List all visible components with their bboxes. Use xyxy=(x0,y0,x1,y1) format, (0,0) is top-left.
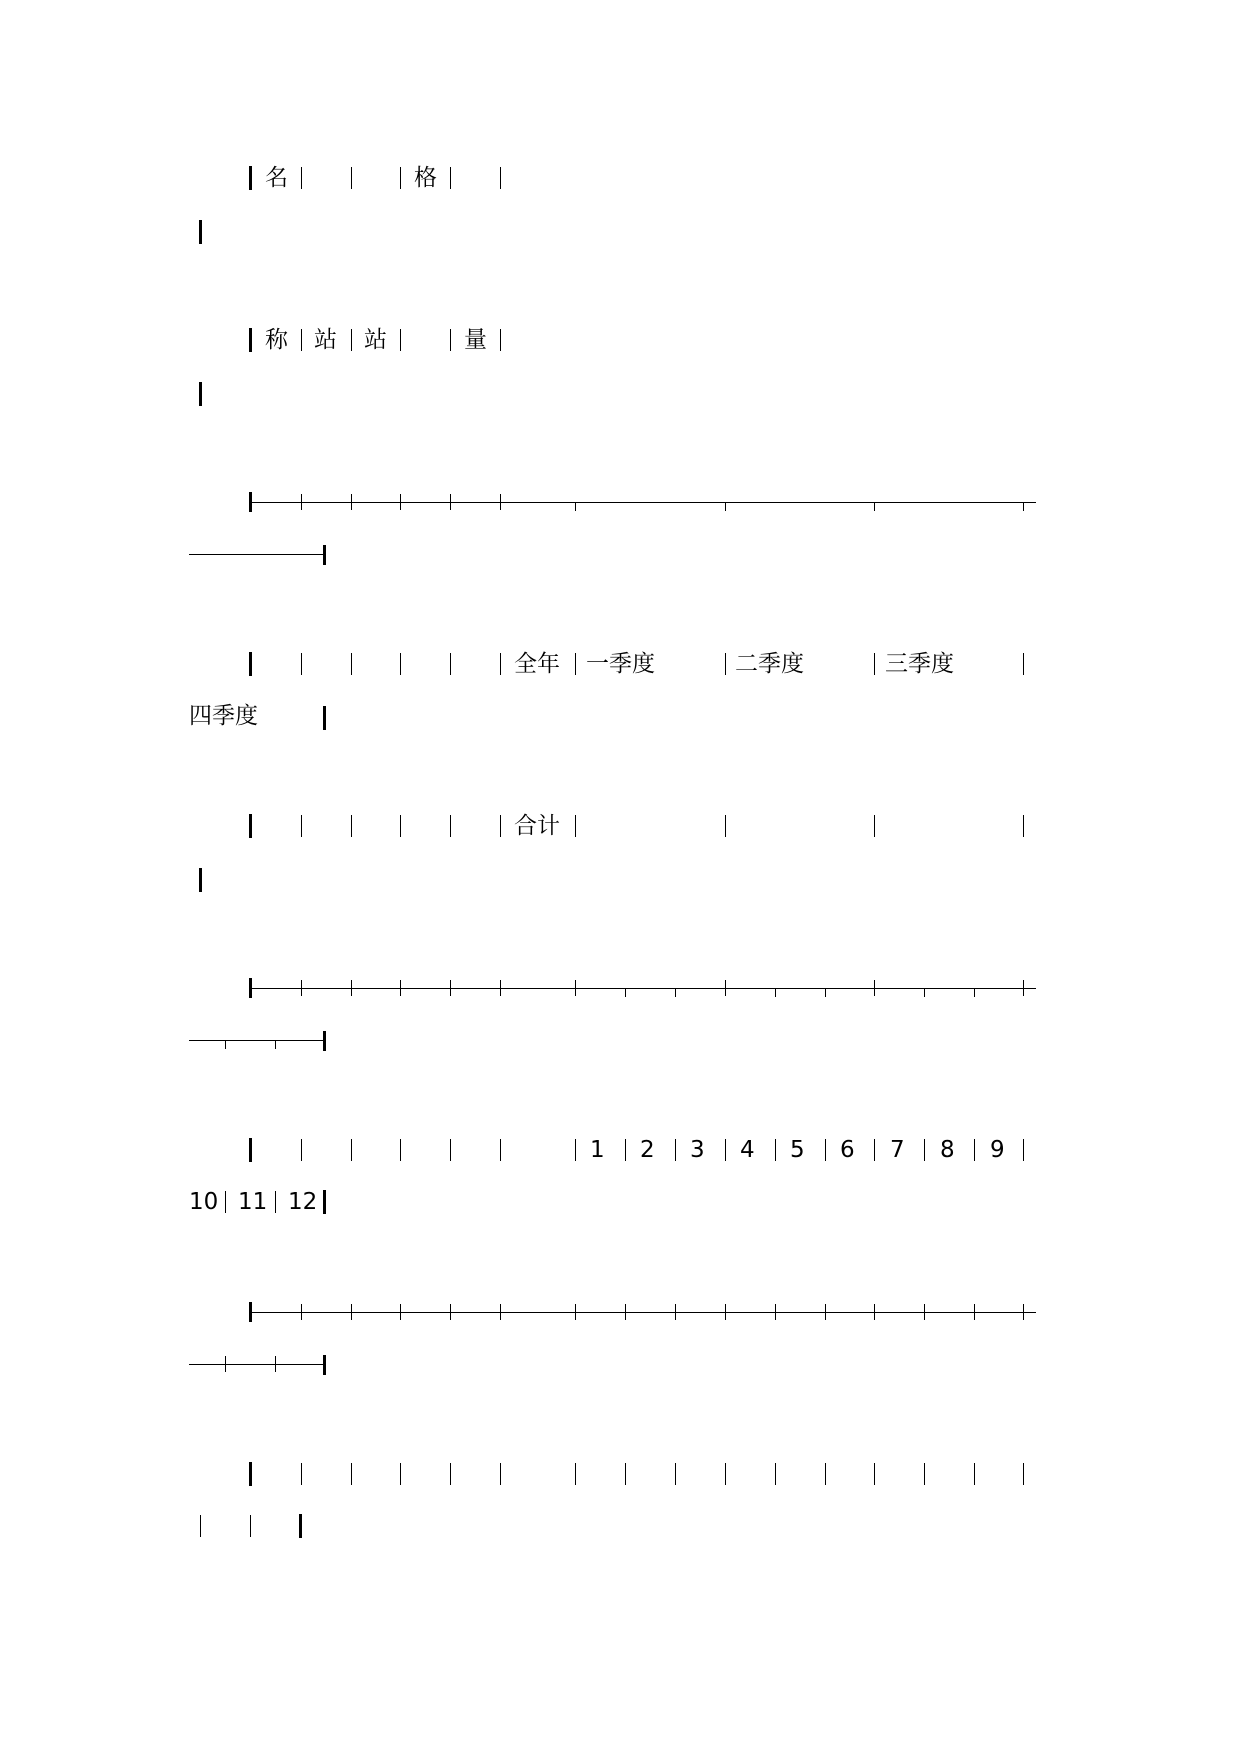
row7-sep xyxy=(351,1139,352,1161)
quarter-1-label: 一季度 xyxy=(586,651,655,677)
header-name-bottom: 称 xyxy=(265,327,288,353)
row2-sep xyxy=(301,329,302,351)
border2-tick xyxy=(625,988,626,997)
border2-cross xyxy=(874,980,875,996)
row1-sep xyxy=(301,167,302,189)
row9-sep xyxy=(1023,1463,1024,1485)
row9-sep xyxy=(675,1463,676,1485)
border2-tick xyxy=(974,988,975,997)
row7-sep xyxy=(301,1139,302,1161)
row9-border-left xyxy=(249,1462,252,1486)
border3-cross xyxy=(924,1304,925,1320)
border3-cross xyxy=(874,1304,875,1320)
row7-sep xyxy=(775,1139,776,1161)
border-cross xyxy=(450,494,451,510)
row7-sep xyxy=(500,1139,501,1161)
row2-border-left xyxy=(249,328,252,352)
border2-tick xyxy=(225,1040,226,1049)
border2-tick xyxy=(675,988,676,997)
month-6: 6 xyxy=(840,1137,855,1163)
row2-sep xyxy=(400,329,401,351)
row5-sep xyxy=(1023,815,1024,837)
row1-sep xyxy=(351,167,352,189)
row1-border-left xyxy=(249,166,252,190)
row7-sep xyxy=(974,1139,975,1161)
border2-tick xyxy=(775,988,776,997)
row9-border-right xyxy=(299,1514,302,1538)
border3-cross xyxy=(1023,1304,1024,1320)
border2-cross xyxy=(1023,980,1024,996)
border3-line-wrap xyxy=(189,1364,325,1365)
border3-cross xyxy=(974,1304,975,1320)
header-name-top: 名 xyxy=(265,165,288,191)
border-cross xyxy=(351,494,352,510)
row1-sep xyxy=(450,167,451,189)
border3-cross xyxy=(725,1304,726,1320)
row7-sep xyxy=(450,1139,451,1161)
border2-cross xyxy=(575,980,576,996)
row7-border-right xyxy=(323,1190,326,1214)
border3-cross xyxy=(675,1304,676,1320)
row9-sep xyxy=(200,1515,201,1537)
border3-cross xyxy=(301,1304,302,1320)
row9-sep xyxy=(974,1463,975,1485)
year-label: 全年 xyxy=(514,651,560,677)
border3-cross xyxy=(450,1304,451,1320)
row5-sep xyxy=(725,815,726,837)
border-cross xyxy=(400,494,401,510)
border3-cross xyxy=(575,1304,576,1320)
row9-sep xyxy=(351,1463,352,1485)
row7-sep xyxy=(400,1139,401,1161)
border2-cross xyxy=(725,980,726,996)
month-12: 12 xyxy=(288,1189,318,1215)
row7-sep xyxy=(675,1139,676,1161)
border2-right-tee xyxy=(323,1031,326,1051)
row5-sep xyxy=(450,815,451,837)
row4-sep xyxy=(575,653,576,675)
border-cross xyxy=(301,494,302,510)
row7-sep xyxy=(725,1139,726,1161)
row1-border-wrap xyxy=(199,220,202,244)
border2-cross xyxy=(351,980,352,996)
border2-cross xyxy=(400,980,401,996)
border3-cross xyxy=(500,1304,501,1320)
header-station-1: 站 xyxy=(314,327,337,353)
border2-tick xyxy=(924,988,925,997)
row5-sep xyxy=(400,815,401,837)
border-tick xyxy=(725,502,726,511)
row9-sep xyxy=(874,1463,875,1485)
border3-cross xyxy=(625,1304,626,1320)
border3-cross xyxy=(225,1356,226,1372)
row2-sep xyxy=(351,329,352,351)
row7-sep xyxy=(924,1139,925,1161)
month-1: 1 xyxy=(590,1137,605,1163)
border3-right-tee xyxy=(323,1355,326,1375)
row2-sep xyxy=(450,329,451,351)
border2-cross xyxy=(301,980,302,996)
quarter-4-label: 四季度 xyxy=(189,703,258,729)
header-spec-top: 格 xyxy=(414,165,437,191)
row4-sep xyxy=(1023,653,1024,675)
row7-sep xyxy=(1023,1139,1024,1161)
row4-sep xyxy=(500,653,501,675)
row9-sep xyxy=(400,1463,401,1485)
row4-border-left xyxy=(249,652,252,676)
row4-sep xyxy=(301,653,302,675)
row2-border-wrap xyxy=(199,382,202,406)
month-10: 10 xyxy=(189,1189,219,1215)
border3-cross xyxy=(351,1304,352,1320)
border2-tick xyxy=(825,988,826,997)
border-tick xyxy=(1023,502,1024,511)
row4-sep xyxy=(351,653,352,675)
row5-border-left xyxy=(249,814,252,838)
month-9: 9 xyxy=(990,1137,1005,1163)
border3-cross xyxy=(825,1304,826,1320)
row7-sep xyxy=(825,1139,826,1161)
row5-sep xyxy=(575,815,576,837)
row7-sep xyxy=(575,1139,576,1161)
border3-cross xyxy=(275,1356,276,1372)
border-line xyxy=(251,502,1036,503)
header-spec-bottom: 量 xyxy=(464,327,487,353)
row9-sep xyxy=(301,1463,302,1485)
row4-border-right xyxy=(323,706,326,730)
row5-sep xyxy=(500,815,501,837)
row5-sep xyxy=(301,815,302,837)
month-8: 8 xyxy=(940,1137,955,1163)
row9-sep xyxy=(575,1463,576,1485)
month-5: 5 xyxy=(790,1137,805,1163)
border2-line xyxy=(251,988,1036,989)
quarter-3-label: 三季度 xyxy=(885,651,954,677)
border2-cross xyxy=(500,980,501,996)
total-label: 合计 xyxy=(514,813,560,839)
border2-line-wrap xyxy=(189,1040,325,1041)
row9-sep xyxy=(625,1463,626,1485)
row7-sep xyxy=(225,1191,226,1213)
border-cross xyxy=(500,494,501,510)
border3-line xyxy=(251,1312,1036,1313)
border-tick xyxy=(575,502,576,511)
border3-cross xyxy=(775,1304,776,1320)
row9-sep xyxy=(450,1463,451,1485)
row9-sep xyxy=(725,1463,726,1485)
row5-sep xyxy=(874,815,875,837)
month-11: 11 xyxy=(238,1189,268,1215)
row4-sep xyxy=(874,653,875,675)
border2-cross xyxy=(450,980,451,996)
row4-sep xyxy=(450,653,451,675)
header-station-2: 站 xyxy=(364,327,387,353)
row7-sep xyxy=(275,1191,276,1213)
row1-sep xyxy=(400,167,401,189)
row7-sep xyxy=(625,1139,626,1161)
row7-sep xyxy=(874,1139,875,1161)
month-2: 2 xyxy=(640,1137,655,1163)
row1-sep xyxy=(500,167,501,189)
month-7: 7 xyxy=(890,1137,905,1163)
border-right-tee xyxy=(323,545,326,565)
row4-sep xyxy=(725,653,726,675)
row9-sep xyxy=(500,1463,501,1485)
border2-tick xyxy=(275,1040,276,1049)
row9-sep xyxy=(825,1463,826,1485)
border3-cross xyxy=(400,1304,401,1320)
row5-border-wrap xyxy=(199,868,202,892)
border-tick xyxy=(874,502,875,511)
month-3: 3 xyxy=(690,1137,705,1163)
row2-sep xyxy=(500,329,501,351)
row7-border-left xyxy=(249,1138,252,1162)
row9-sep xyxy=(250,1515,251,1537)
row9-sep xyxy=(924,1463,925,1485)
row5-sep xyxy=(351,815,352,837)
quarter-2-label: 二季度 xyxy=(735,651,804,677)
month-4: 4 xyxy=(740,1137,755,1163)
row9-sep xyxy=(775,1463,776,1485)
border-line-wrap xyxy=(189,554,325,555)
row4-sep xyxy=(400,653,401,675)
